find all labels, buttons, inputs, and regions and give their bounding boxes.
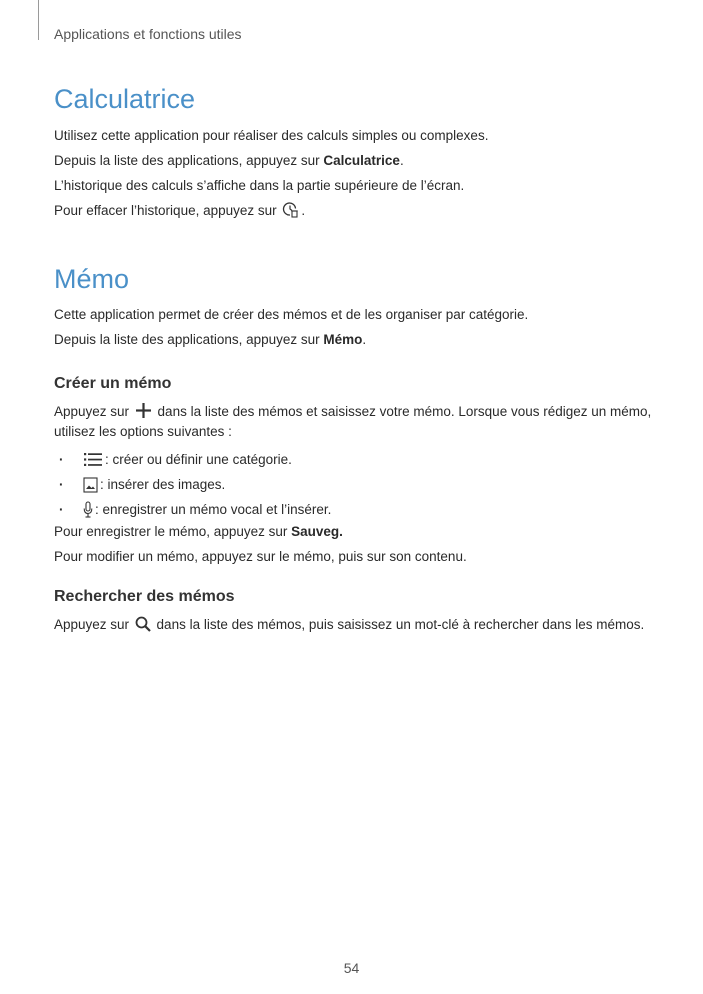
calc-intro: Utilisez cette application pour réaliser des calculs simples ou complexes. — [54, 128, 489, 143]
memo-intro: Cette application permet de créer des mémos et de les organiser par catégorie. — [54, 307, 529, 322]
header-side-rule — [38, 0, 39, 40]
creer-instruction-cont: utilisez les options suivantes : — [54, 424, 232, 439]
add-icon — [135, 402, 152, 419]
page-content — [54, 82, 654, 635]
page-number: 54 — [343, 960, 360, 976]
save-memo-instruction: Pour enregistrer le mémo, appuyez sur Sauveg. — [54, 524, 343, 539]
list-item: · : enregistrer un mémo vocal et l’insérer. — [59, 501, 332, 517]
calc-clear-history: Pour effacer l’historique, appuyez sur . — [54, 203, 306, 218]
clear-history-icon — [282, 201, 299, 218]
image-icon — [83, 477, 98, 493]
memo-options-list — [54, 447, 654, 522]
running-header: Applications et fonctions utiles — [54, 26, 242, 42]
list-item: · : créer ou définir une catégorie. — [59, 451, 292, 467]
search-icon — [135, 616, 151, 632]
section-title-memo: Mémo — [54, 264, 130, 294]
calc-app-name: Calculatrice — [323, 153, 400, 168]
microphone-icon — [83, 501, 93, 519]
list-item: · : insérer des images. — [59, 476, 226, 492]
memo-app-name: Mémo — [323, 332, 363, 347]
calc-history-info: L’historique des calculs s’affiche dans la partie supérieure de l’écran. — [54, 178, 465, 193]
edit-memo-instruction: Pour modifier un mémo, appuyez sur le mémo, puis sur son contenu. — [54, 549, 467, 564]
calc-launch-instruction: Depuis la liste des applications, appuyez sur Calculatrice. — [54, 153, 404, 168]
creer-instruction: Appuyez sur dans la liste des mémos et saisissez votre mémo. Lorsque vous rédigez un mémo, — [54, 404, 652, 419]
subheading-rechercher-memos: Rechercher des mémos — [54, 588, 235, 605]
memo-launch-instruction: Depuis la liste des applications, appuyez sur Mémo. — [54, 332, 367, 347]
category-list-icon — [83, 451, 103, 468]
subheading-creer-memo: Créer un mémo — [54, 375, 172, 392]
rechercher-instruction: Appuyez sur dans la liste des mémos, puis saisissez un mot-clé à rechercher dans les mémos. — [54, 617, 645, 632]
section-title-calculatrice: Calculatrice — [54, 84, 196, 114]
save-label: Sauveg. — [291, 524, 343, 539]
